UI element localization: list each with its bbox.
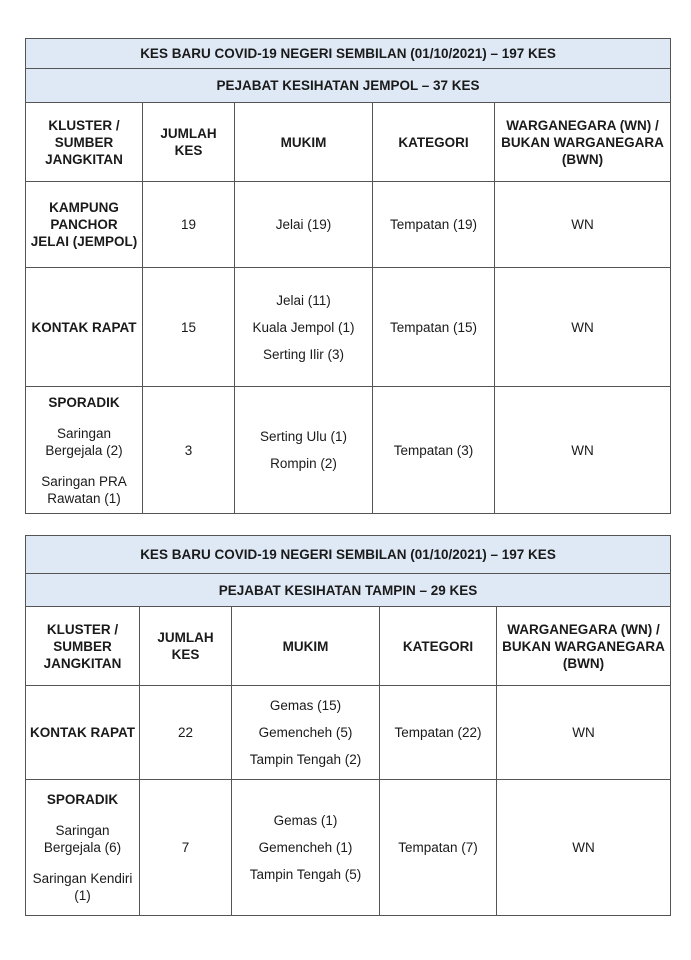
table-subtitle-row [26, 69, 671, 103]
header-warganegara: WARGANEGARA (WN) / BUKAN WARGANEGARA (BWN) [497, 607, 671, 686]
table-title-row [26, 39, 671, 69]
table-title: KES BARU COVID-19 NEGERI SEMBILAN (01/10/2021) – 197 KES [26, 39, 671, 69]
header-kategori: KATEGORI [373, 103, 495, 182]
table-subtitle: PEJABAT KESIHATAN JEMPOL – 37 KES [26, 69, 671, 103]
header-row [26, 607, 671, 686]
cluster-sub-item: Saringan Bergejala (2) [45, 425, 123, 458]
wn-cell: WN [497, 780, 671, 916]
kategori-cell: Tempatan (22) [380, 686, 497, 780]
header-kluster: KLUSTER / SUMBER JANGKITAN [26, 607, 140, 686]
mukim-item: Gemencheh (1) [258, 840, 353, 855]
mukim-cell [232, 686, 380, 780]
table-title-row [26, 536, 671, 574]
cluster-name: KONTAK RAPAT [31, 319, 137, 335]
table-subtitle-row [26, 574, 671, 607]
table-row [26, 387, 671, 514]
mukim-cell [235, 268, 373, 387]
cluster-cell [26, 780, 140, 916]
cluster-sub-item: Saringan Bergejala (6) [43, 823, 122, 855]
cluster-name: KONTAK RAPAT [30, 725, 135, 740]
jempol-table [25, 38, 671, 514]
kategori-cell: Tempatan (7) [380, 780, 497, 916]
kategori-cell: Tempatan (15) [373, 268, 495, 387]
cluster-name: SPORADIK [48, 394, 120, 410]
cluster-cell [26, 268, 143, 387]
cluster-sub-item: Saringan Kendiri (1) [32, 871, 133, 903]
cluster-cell [26, 182, 143, 268]
jumlah-cell: 7 [140, 780, 232, 916]
wn-cell: WN [495, 387, 671, 514]
table-row [26, 686, 671, 780]
mukim-item: Serting Ilir (3) [262, 346, 345, 362]
header-jumlah: JUMLAH KES [143, 103, 235, 182]
cluster-sub-item: Saringan PRA Rawatan (1) [41, 473, 127, 506]
mukim-item: Kuala Jempol (1) [252, 319, 355, 335]
mukim-item: Gemas (1) [273, 813, 338, 828]
cluster-cell [26, 686, 140, 780]
jumlah-cell: 3 [143, 387, 235, 514]
table-row [26, 780, 671, 916]
header-warganegara: WARGANEGARA (WN) / BUKAN WARGANEGARA (BWN) [495, 103, 671, 182]
table-row [26, 182, 671, 268]
mukim-item: Jelai (19) [275, 217, 332, 232]
tampin-table [25, 535, 671, 916]
header-jumlah: JUMLAH KES [140, 607, 232, 686]
mukim-cell [232, 780, 380, 916]
header-row [26, 103, 671, 182]
mukim-item: Serting Ulu (1) [259, 429, 348, 444]
wn-cell: WN [497, 686, 671, 780]
mukim-cell [235, 387, 373, 514]
mukim-item: Tampin Tengah (5) [249, 867, 362, 882]
cluster-cell [26, 387, 143, 514]
jumlah-cell: 15 [143, 268, 235, 387]
mukim-item: Jelai (11) [276, 292, 331, 308]
wn-cell: WN [495, 182, 671, 268]
header-mukim: MUKIM [232, 607, 380, 686]
jumlah-cell: 22 [140, 686, 232, 780]
mukim-item: Tampin Tengah (2) [249, 752, 362, 767]
table-subtitle: PEJABAT KESIHATAN TAMPIN – 29 KES [26, 574, 671, 607]
cluster-name: SPORADIK [46, 792, 119, 807]
header-kluster: KLUSTER / SUMBER JANGKITAN [26, 103, 143, 182]
header-mukim: MUKIM [235, 103, 373, 182]
kategori-cell: Tempatan (3) [373, 387, 495, 514]
header-kategori: KATEGORI [380, 607, 497, 686]
jumlah-cell: 19 [143, 182, 235, 268]
wn-cell: WN [495, 268, 671, 387]
kategori-cell: Tempatan (19) [373, 182, 495, 268]
mukim-item: Gemas (15) [269, 698, 342, 713]
cluster-name: KAMPUNG PANCHOR JELAI (JEMPOL) [30, 200, 138, 249]
table-title: KES BARU COVID-19 NEGERI SEMBILAN (01/10/2021) – 197 KES [26, 536, 671, 574]
table-row [26, 268, 671, 387]
mukim-cell [235, 182, 373, 268]
mukim-item: Gemencheh (5) [258, 725, 353, 740]
mukim-item: Rompin (2) [270, 456, 337, 471]
